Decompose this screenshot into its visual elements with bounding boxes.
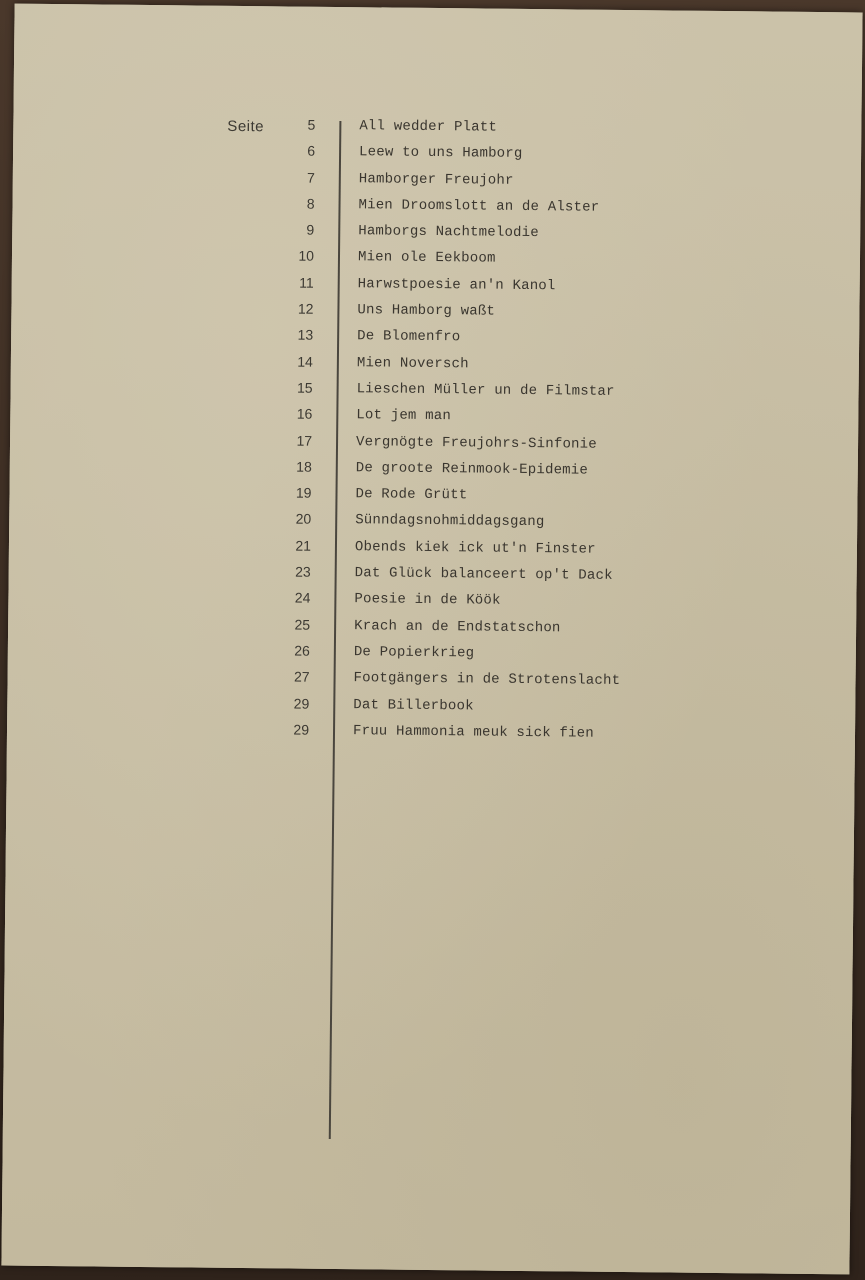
toc-title: De Rode Grütt: [355, 486, 468, 504]
toc-title: Dat Glück balanceert op't Dack: [354, 565, 613, 584]
toc-title: De Blomenfro: [357, 328, 461, 346]
toc-title: Hamborger Freujohr: [358, 170, 514, 189]
toc-title: All wedder Platt: [359, 118, 498, 136]
toc-page-number: 24: [294, 589, 311, 607]
page-label: Seite: [227, 117, 265, 136]
toc-page-number: 8: [306, 195, 315, 212]
toc-page-number: 21: [295, 537, 312, 554]
toc-title: Sünndagsnohmiddagsgang: [355, 512, 545, 531]
toc-page-number: 10: [298, 248, 315, 265]
toc-title: Footgängers in de Strotenslacht: [353, 670, 621, 690]
toc-page-number: 20: [295, 511, 312, 528]
paper-sheet: [1, 4, 862, 1275]
toc-page-number: 7: [306, 169, 315, 186]
toc-title: Lieschen Müller un de Filmstar: [356, 381, 615, 400]
toc-title: Harwstpoesie an'n Kanol: [357, 275, 556, 295]
toc-title: Krach an de Endstatschon: [354, 617, 561, 636]
toc-page-number: 17: [296, 432, 313, 449]
toc-title: De Popierkrieg: [353, 644, 475, 662]
toc-title: Leew to uns Hamborg: [359, 144, 523, 163]
toc-title: Hamborgs Nachtmelodie: [358, 223, 539, 242]
toc-page-number: 27: [293, 668, 310, 685]
toc-title: Dat Billerbook: [353, 696, 474, 714]
toc-page-number: 11: [299, 274, 314, 291]
toc-page-number: 13: [297, 326, 314, 344]
toc-page-number: 9: [306, 221, 315, 238]
toc-page-number: 23: [295, 563, 311, 580]
toc-page-number: 14: [297, 353, 313, 370]
toc-page-number: 26: [294, 642, 310, 659]
toc-title: Vergnögte Freujohrs-Sinfonie: [355, 433, 597, 453]
toc-title: Obends kiek ick ut'n Finster: [354, 538, 596, 558]
toc-page-number: 29: [293, 721, 310, 738]
toc-page-number: 15: [296, 379, 313, 396]
toc-page-number: 6: [307, 142, 316, 160]
toc-title: Fruu Hammonia meuk sick fien: [352, 723, 594, 742]
toc-page-number: 5: [307, 116, 316, 133]
toc-title: Mien Droomslott an de Alster: [358, 197, 600, 216]
toc-title: Mien ole Eekboom: [357, 249, 496, 268]
toc-page-number: 12: [297, 300, 314, 317]
toc-page-number: 16: [296, 405, 313, 422]
toc-title: Poesie in de Köök: [354, 591, 501, 610]
toc-title: Uns Hamborg waßt: [357, 302, 496, 320]
toc-page-number: 19: [295, 484, 312, 501]
toc-title: Lot jem man: [356, 407, 452, 425]
toc-page-number: 29: [293, 695, 310, 712]
toc-title: De groote Reinmook-Epidemie: [355, 460, 589, 479]
toc-title: Mien Noversch: [356, 354, 469, 373]
toc-page-number: 18: [296, 458, 312, 475]
toc-page-number: 25: [294, 616, 311, 633]
table-of-contents: [7, 114, 862, 754]
